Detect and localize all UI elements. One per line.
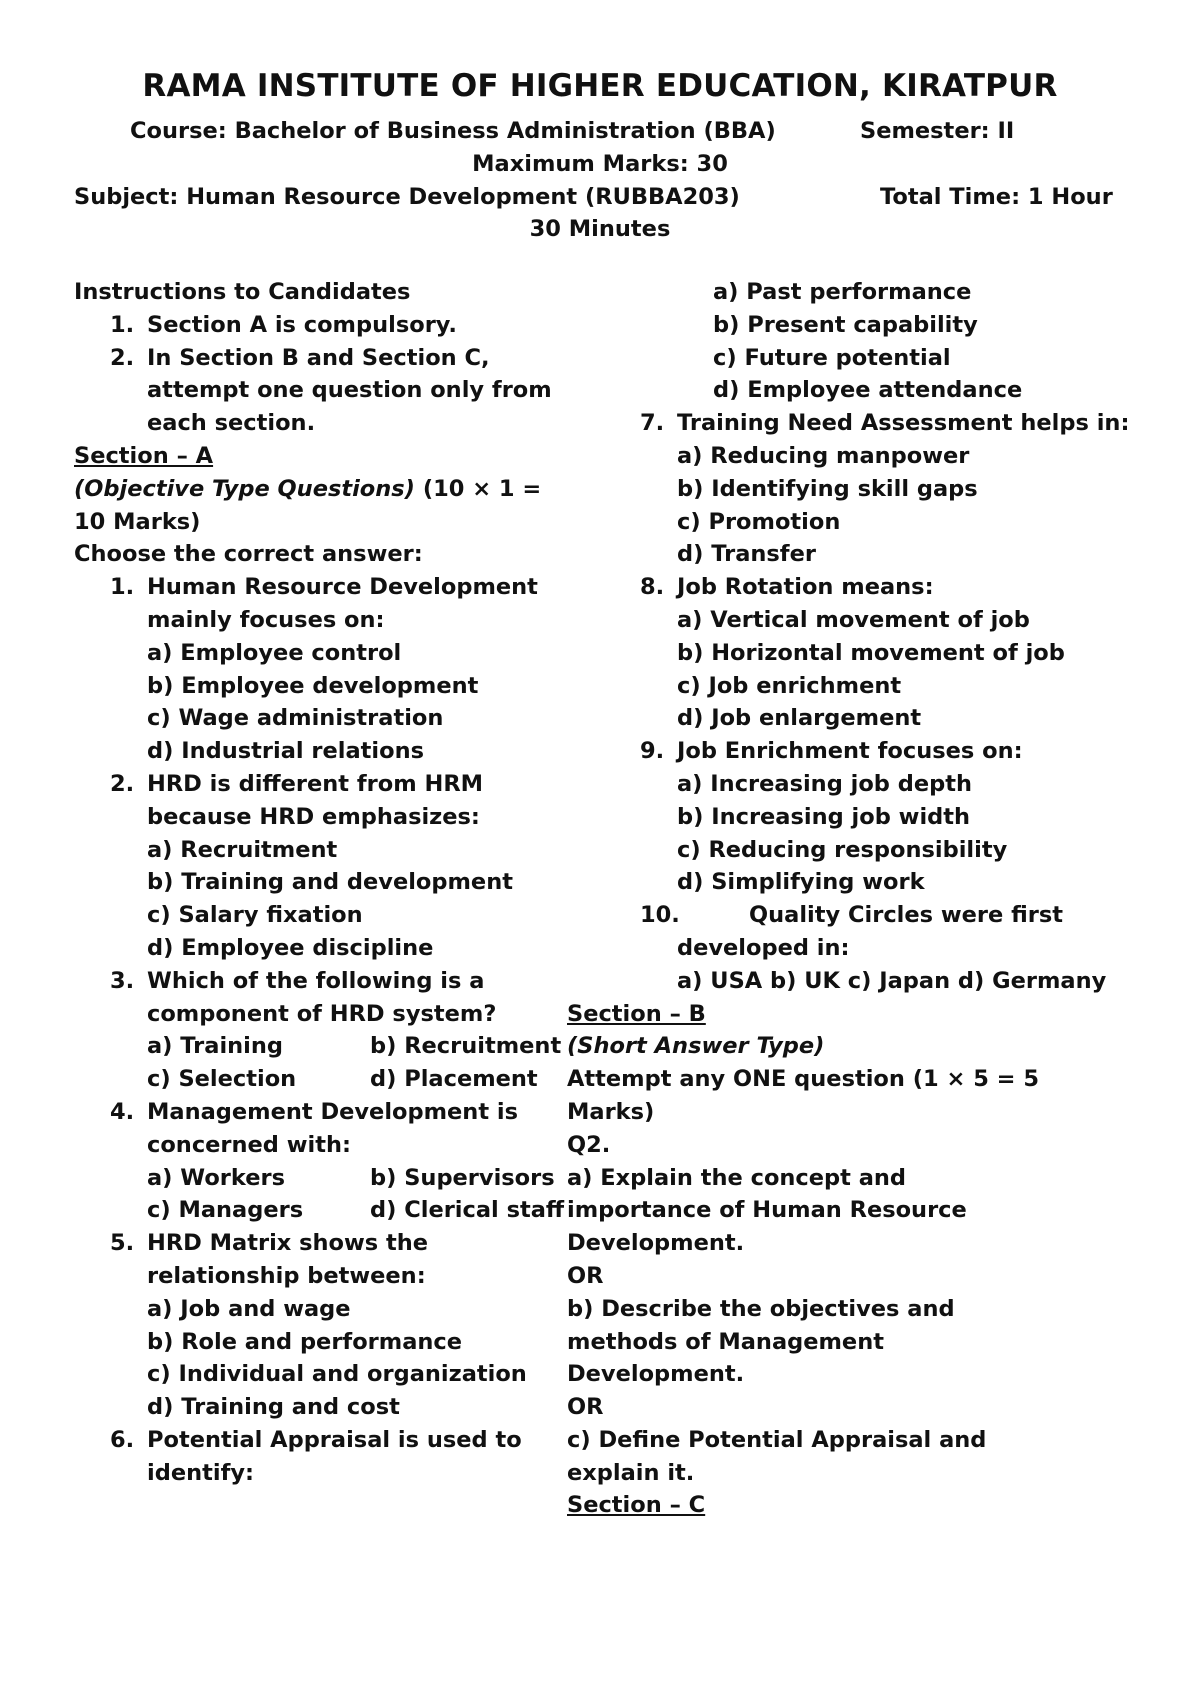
or-separator: OR: [567, 1262, 604, 1289]
section-c-heading: Section – C: [567, 1492, 706, 1519]
option: d) Job enlargement: [677, 705, 922, 732]
option: d) Employee attendance: [713, 377, 1023, 404]
option: b) Present capability: [713, 311, 978, 338]
left-column: [74, 276, 574, 1489]
option: c) Salary fixation: [147, 902, 363, 929]
option: d) Employee discipline: [147, 934, 434, 961]
option-pair: c) Managers d) Clerical staff: [147, 1197, 565, 1224]
question-text: Potential Appraisal is used to identify:: [147, 1426, 522, 1486]
option: b) Role and performance: [147, 1328, 462, 1355]
question-item: 9. Job Enrichment focuses on: a) Increasing job depth b) Increasing job width c) Reducing responsibility d) Simplifying work: [604, 735, 1140, 899]
option: a) Increasing job depth: [677, 770, 972, 797]
option: a) Employee control: [147, 639, 402, 666]
section-b-part: a) Explain the concept and importance of Human Resource Development.: [567, 1164, 967, 1257]
right-column: [567, 276, 1140, 1522]
instructions-list: [74, 309, 574, 440]
or-separator: OR: [567, 1394, 604, 1421]
instruction-item: 1. Section A is compulsory.: [110, 311, 457, 338]
question-text: Job Enrichment focuses on:: [677, 738, 1023, 765]
question-text: Which of the following is a component of HRD system?: [147, 967, 497, 1027]
option: c) Job enrichment: [677, 672, 902, 699]
section-b-type: (Short Answer Type): [567, 1033, 825, 1060]
instruction-item: 2. In Section B and Section C, attempt one question only from each section.: [110, 344, 552, 437]
question-text: Quality Circles were first developed in:: [677, 902, 1064, 961]
question-item: 5. HRD Matrix shows the relationship between: a) Job and wage b) Role and performance c) Individual and organization d) Training and cost: [74, 1227, 574, 1424]
option: d) Transfer: [677, 541, 816, 568]
section-b-part: c) Define Potential Appraisal and explain it.: [567, 1426, 987, 1486]
option: c) Promotion: [677, 508, 841, 535]
option: a) Reducing manpower: [677, 442, 970, 469]
section-a-questions-right: [604, 407, 1140, 997]
subject-line: Subject: Human Resource Development (RUBBA203): [74, 184, 740, 210]
instructions-heading: Instructions to Candidates: [74, 279, 411, 305]
question-text: HRD is different from HRM because HRD emphasizes:: [147, 770, 484, 830]
option: a) Job and wage: [147, 1295, 351, 1322]
option: d) Industrial relations: [147, 738, 425, 765]
section-a-type: (Objective Type Questions) (10 × 1 = 10 Marks): [74, 475, 542, 535]
option: a) Past performance: [713, 279, 972, 305]
question-text: Training Need Assessment helps in:: [677, 410, 1130, 437]
total-time-continued: 30 Minutes: [529, 216, 671, 242]
option: a) Recruitment: [147, 836, 338, 863]
section-b-part: b) Describe the objectives and methods of Management Development.: [567, 1295, 955, 1388]
question-item: 3. Which of the following is a component of HRD system? a) Training b) Recruitment c) Selection d) Placement: [74, 965, 574, 1096]
question-item: 7. Training Need Assessment helps in: a) Reducing manpower b) Identifying skill gaps c) Promotion d) Transfer: [604, 407, 1140, 571]
question-number: Q2.: [567, 1131, 611, 1158]
option-pair: a) Workers b) Supervisors: [147, 1164, 555, 1191]
q6-options: [640, 276, 1140, 407]
option: b) Employee development: [147, 672, 479, 699]
question-item: 4. Management Development is concerned with: a) Workers b) Supervisors c) Managers d) Clerical staff: [74, 1096, 574, 1227]
section-a-heading: Section – A: [74, 442, 214, 469]
option: b) Identifying skill gaps: [677, 475, 978, 502]
question-item: 2. HRD is different from HRM because HRD emphasizes: a) Recruitment b) Training and development c) Salary fixation d) Employee discipline: [74, 768, 574, 965]
option-pair: a) Training b) Recruitment: [147, 1033, 562, 1060]
question-text: Human Resource Development mainly focuses on:: [147, 574, 538, 633]
section-b-heading: Section – B: [567, 1000, 706, 1027]
question-item: 6. Potential Appraisal is used to identify:: [110, 1426, 522, 1486]
institute-title: RAMA INSTITUTE OF HIGHER EDUCATION, KIRATPUR: [142, 68, 1058, 104]
option-pair: c) Selection d) Placement: [147, 1066, 538, 1093]
section-a-prompt: Choose the correct answer:: [74, 541, 423, 568]
question-text: Job Rotation means:: [677, 574, 934, 601]
option: c) Reducing responsibility: [677, 836, 1008, 863]
total-time-line: Total Time: 1 Hour: [880, 184, 1113, 210]
max-marks-line: Maximum Marks: 30: [472, 151, 728, 177]
option: b) Horizontal movement of job: [677, 639, 1065, 666]
option: b) Increasing job width: [677, 803, 971, 830]
question-text: Management Development is concerned with:: [147, 1098, 519, 1158]
question-text: HRD Matrix shows the relationship between:: [147, 1230, 429, 1289]
semester-line: Semester: II: [860, 118, 1015, 144]
option: d) Training and cost: [147, 1394, 400, 1421]
question-item: 8. Job Rotation means: a) Vertical movement of job b) Horizontal movement of job c) Job enrichment d) Job enlargement: [604, 571, 1140, 735]
option: c) Individual and organization: [147, 1361, 527, 1388]
option: b) Training and development: [147, 869, 513, 896]
option: a) Vertical movement of job: [677, 606, 1030, 633]
option: c) Future potential: [713, 344, 951, 371]
option: c) Wage administration: [147, 705, 444, 732]
question-item: 1. Human Resource Development mainly focuses on: a) Employee control b) Employee development c) Wage administration d) Industrial relations: [74, 571, 574, 768]
option-inline: a) USA b) UK c) Japan d) Germany: [677, 967, 1107, 994]
course-line: Course: Bachelor of Business Administration (BBA): [130, 118, 776, 144]
option: d) Simplifying work: [677, 869, 925, 896]
section-b-instruction: Attempt any ONE question (1 × 5 = 5 Marks): [567, 1066, 1040, 1125]
section-a-questions-left: [74, 571, 574, 1489]
question-item: 10. Quality Circles were first developed in: a) USA b) UK c) Japan d) Germany: [604, 899, 1140, 997]
